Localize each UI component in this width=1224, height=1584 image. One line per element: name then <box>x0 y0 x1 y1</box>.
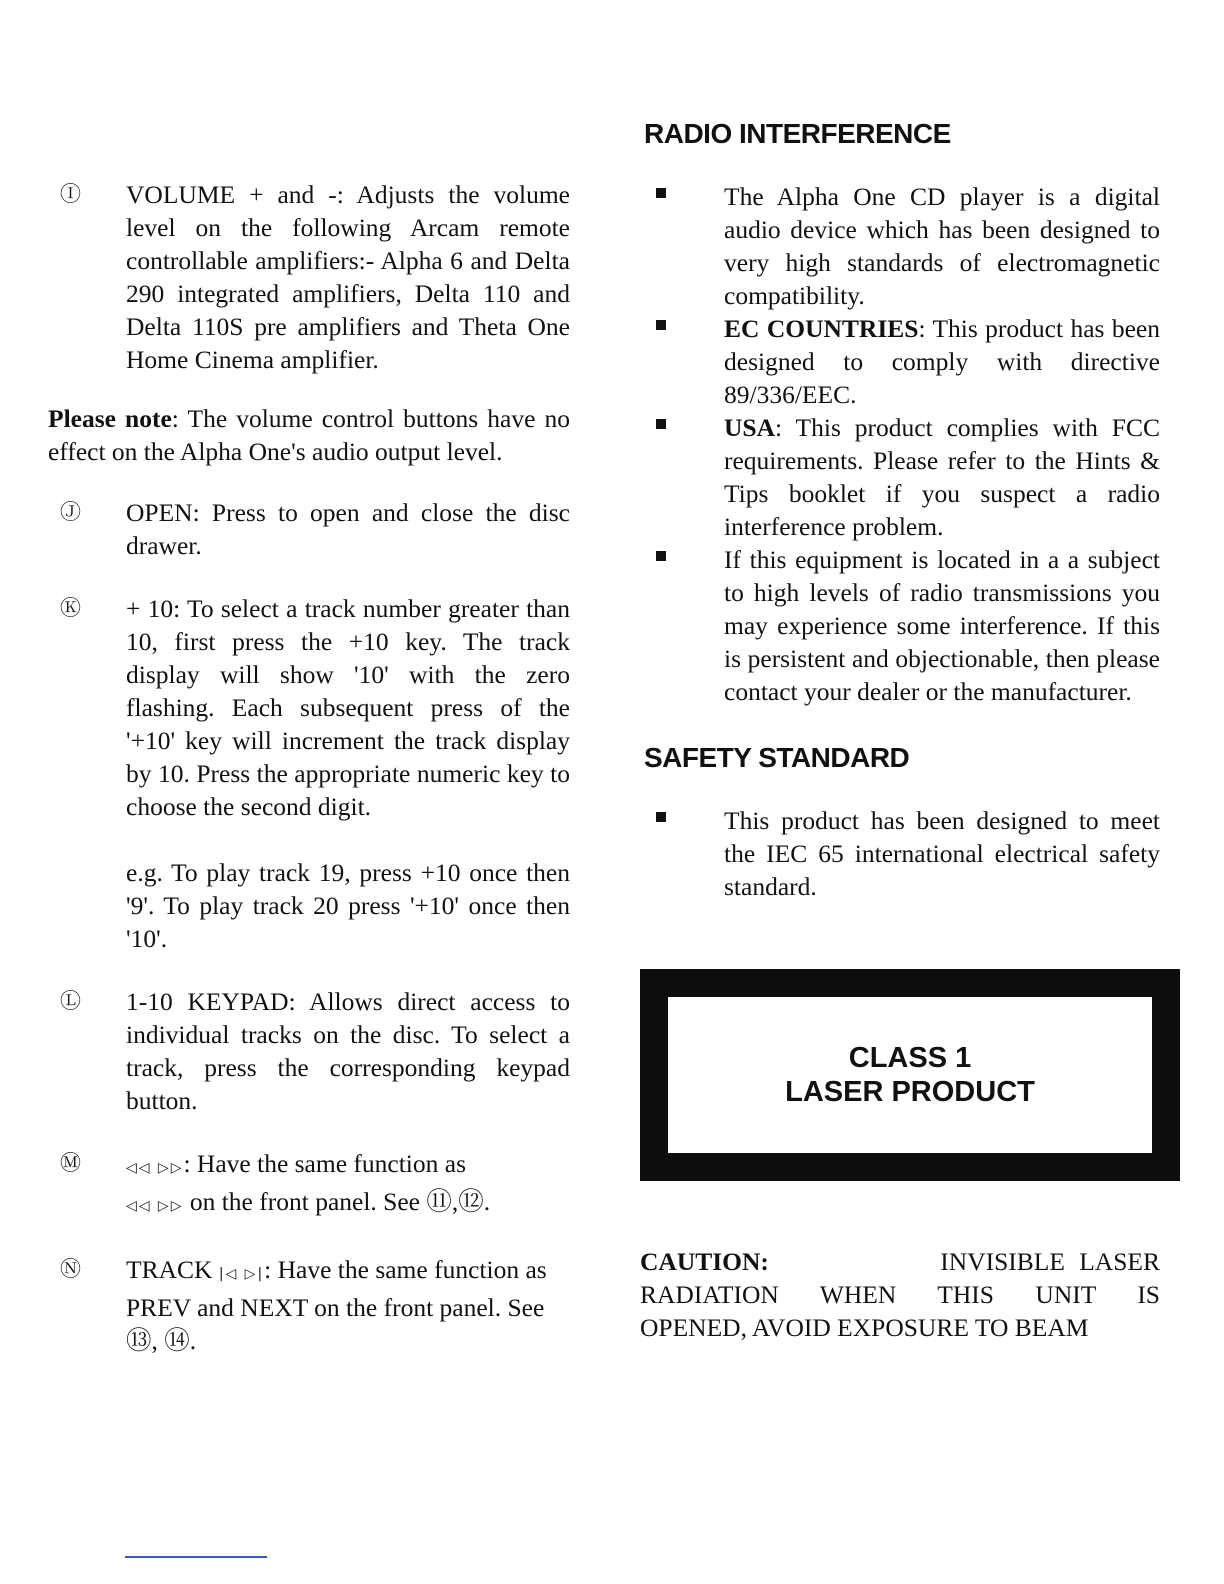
laser-product-label <box>640 969 1180 1181</box>
caution-label: CAUTION: <box>640 1247 769 1276</box>
item-text: + 10: To select a track number greater than 10, first press the +10 key. The track display will show '10' with the zero flashing. Each subsequent press of the '+10' key will increment the track display by 10. Press the appropriate numeric key to choose the second digit. <box>126 594 570 821</box>
caution-line: OPENED, AVOID EXPOSURE TO BEAM <box>640 1313 1089 1342</box>
bullet-item <box>640 543 1180 708</box>
laser-product: LASER PRODUCT <box>785 1076 1035 1108</box>
item-marker: Ⓘ <box>60 182 81 206</box>
bullet-bold: EC COUNTRIES <box>724 314 919 343</box>
item-prefix: TRACK <box>126 1255 213 1284</box>
item-text: 1-10 KEYPAD: Allows direct access to individual tracks on the disc. To select a track, press the corresponding keypad button. <box>126 987 570 1115</box>
please-note <box>48 402 570 468</box>
item-marker: Ⓙ <box>60 500 81 524</box>
item-line: : Have the same function as <box>183 1149 466 1178</box>
item-volume <box>48 178 570 376</box>
bullet-square-icon <box>656 320 666 330</box>
item-search <box>48 1147 570 1223</box>
fast-forward-icon: ▷▷ <box>157 1160 184 1176</box>
fast-forward-icon: ▷▷ <box>157 1198 184 1214</box>
bullet-item <box>640 180 1180 312</box>
left-column <box>48 178 570 1387</box>
note-label: Please note <box>48 404 172 433</box>
note-text: : The volume control buttons have no effect on the Alpha One's audio output level. <box>48 404 570 466</box>
bullet-item <box>640 804 1180 903</box>
item-marker: Ⓜ <box>60 1151 81 1175</box>
bullet-item <box>640 411 1180 543</box>
rewind-icon: ◁◁ <box>126 1198 152 1214</box>
bullet-text: If this equipment is located in a a subject to high levels of radio transmissions you may experience some interference. If this is persistent and objectionable, then please contact your dealer or the manufacturer. <box>724 545 1160 706</box>
bullet-square-icon <box>656 419 666 429</box>
item-line: on the front panel. See ⑪,⑫. <box>183 1187 491 1216</box>
item-marker: Ⓛ <box>60 989 81 1013</box>
caution-line <box>640 1245 1160 1278</box>
skip-back-icon: |◁ <box>218 1266 239 1282</box>
bullet-text: This product has been designed to meet the IEC 65 international electrical safety standard. <box>724 806 1160 901</box>
caution-notice <box>640 1245 1180 1344</box>
skip-forward-icon: ▷| <box>244 1266 265 1282</box>
item-line: : Have the same function as PREV and NEXT on the front panel. See ⑬, ⑭. <box>126 1255 547 1355</box>
item-text <box>126 1147 570 1223</box>
rewind-icon: ◁◁ <box>126 1160 152 1176</box>
item-text: VOLUME + and -: Adjusts the volume level on the following Arcam remote controllable amplifiers:- Alpha 6 and Delta 290 integrated amplifiers, Delta 110 and Delta 110S pre amplifiers and Theta One Home Cinema amplifier. <box>126 180 570 374</box>
item-open <box>48 496 570 562</box>
safety-standard-heading: SAFETY STANDARD <box>644 742 910 773</box>
item-plus-ten <box>48 592 570 955</box>
bullet-text <box>724 411 1160 543</box>
bullet-square-icon <box>656 812 666 822</box>
item-marker: Ⓚ <box>60 596 81 620</box>
caution-line: RADIATION WHEN THIS UNIT IS <box>640 1280 1160 1309</box>
bullet-body: : This product complies with FCC requirements. Please refer to the Hints & Tips booklet if you suspect a radio interference problem. <box>724 413 1160 541</box>
item-text <box>126 1253 570 1357</box>
item-text: OPEN: Press to open and close the disc drawer. <box>126 498 570 560</box>
laser-class: CLASS 1 <box>848 1042 972 1074</box>
item-example: e.g. To play track 19, press +10 once then '9'. To play track 20 press '+10' once then '10'. <box>126 858 570 953</box>
item-track <box>48 1253 570 1357</box>
bullet-text: The Alpha One CD player is a digital audio device which has been designed to very high standards of electromagnetic compatibility. <box>724 182 1160 310</box>
footer-rule <box>125 1556 267 1558</box>
radio-interference-heading: RADIO INTERFERENCE <box>644 118 951 149</box>
item-marker: Ⓝ <box>60 1257 81 1281</box>
bullet-square-icon <box>656 551 666 561</box>
item-keypad <box>48 985 570 1117</box>
bullet-item <box>640 312 1180 411</box>
bullet-text <box>724 312 1160 411</box>
bullet-bold: USA <box>724 413 776 442</box>
bullet-square-icon <box>656 188 666 198</box>
right-column <box>640 118 1180 1344</box>
bullet-body: : This product has been designed to comply with directive 89/336/EEC. <box>724 314 1160 409</box>
caution-text: INVISIBLE LASER <box>940 1247 1160 1276</box>
